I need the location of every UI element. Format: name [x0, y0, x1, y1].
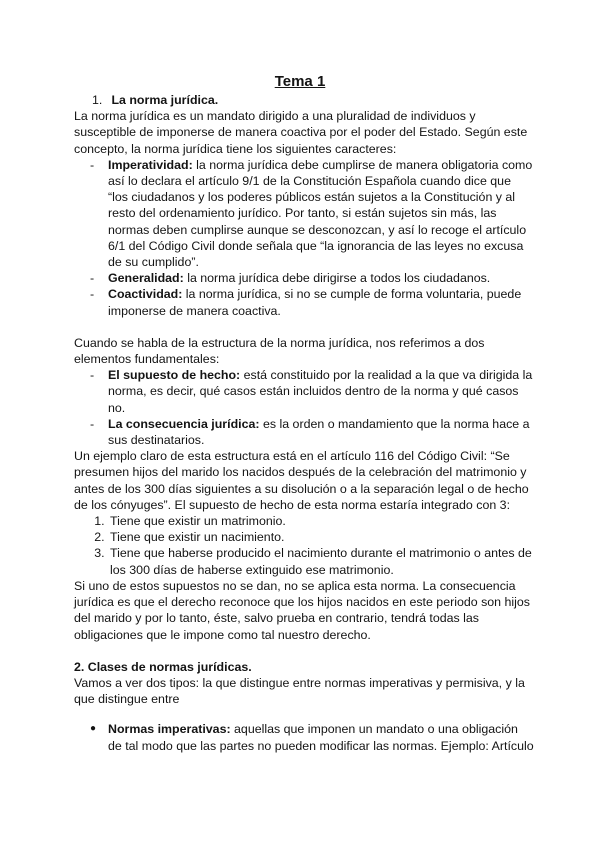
condition-item: 3. Tiene que haberse producido el nacimiento durante el matrimonio o antes de los 300 días de haberse extinguido ese matrimonio. [108, 545, 534, 577]
character-term: Generalidad: [108, 271, 184, 286]
section-1-title: La norma jurídica. [111, 93, 219, 107]
element-term: La consecuencia jurídica: [108, 416, 260, 431]
conclusion-paragraph: Si uno de estos supuestos no se dan, no se aplica esta norma. La consecuencia jurídica es que el derecho reconoce que los hijos nacidos en este periodo son hijos del marido y por lo tanto, éste, salvo prueba en contrario, tendrá todas las obligaciones que le impone como tal nuestro derecho. [74, 578, 530, 642]
conditions-list [74, 513, 534, 578]
section-1-intro: La norma jurídica es un mandato dirigido a una pluralidad de individuos y susceptible de imponerse de manera coactiva por el poder del Estado. Según este concepto, la norma jurídica tiene los siguientes caracteres: [74, 109, 528, 156]
spacer [74, 319, 534, 335]
element-text: está constituido por la realidad a la que va dirigida la norma, es decir, qué casos están incluidos dentro de la norma y qué casos no. [108, 368, 533, 415]
section-1-number: 1. [92, 93, 103, 107]
document-body [74, 92, 534, 754]
element-item [108, 416, 534, 448]
character-item [108, 157, 534, 270]
section-2-intro: Vamos a ver dos tipos: la que distingue entre normas imperativas y permisiva, y la que distingue entre [74, 675, 525, 707]
character-text: la norma jurídica debe cumplirse de manera obligatoria como así lo declara el artículo 9/1 de la Constitución Española cuando dice que “los ciudadanos y los poderes públicos están sujetos a la Constitución y al resto del ordenamiento jurídico. Por tanto, si están sujetos sin más, las normas deben cumplirse aunque se desconozcan, y así lo recoge el artículo 6/1 del Código Civil donde señala que “la ignorancia de las leyes no excusa de su cumplido”. [108, 157, 533, 270]
spacer [74, 643, 534, 659]
character-term: Imperatividad: [108, 157, 193, 172]
norm-type-term: Normas imperativas: [108, 722, 231, 737]
character-item [108, 270, 534, 286]
norm-type-text: aquellas que imponen un mandato o una obligación de tal modo que las partes no pueden modificar las normas. Ejemplo: Artículo [108, 722, 534, 753]
element-text: es la orden o mandamiento que la norma hace a sus destinatarios. [108, 416, 530, 448]
character-text: la norma jurídica, si no se cumple de forma voluntaria, puede imponerse de manera coactiva. [108, 287, 522, 318]
section-2-heading: 2. Clases de normas jurídicas. [74, 659, 252, 674]
spacer [74, 707, 534, 721]
element-item [108, 367, 534, 416]
character-item [108, 286, 534, 318]
section-1-heading [92, 92, 534, 108]
example-paragraph: Un ejemplo claro de esta estructura está en el artículo 116 del Código Civil: “Se presumen hijos del marido los nacidos después de la celebración del matrimonio y antes de los 300 días siguientes a su disolución o a la separación legal o de hecho de los cónyuges”. El supuesto de hecho de esta norma estaría integrado con 3: [74, 449, 529, 512]
character-term: Coactividad: [108, 287, 183, 302]
condition-item: 2. Tiene que existir un nacimiento. [108, 529, 534, 545]
page-title: Tema 1 [274, 73, 326, 90]
elements-list [74, 367, 534, 448]
norm-type-item [108, 721, 534, 753]
condition-item: 1. Tiene que existir un matrimonio. [108, 513, 534, 529]
element-term: El supuesto de hecho: [108, 368, 241, 383]
structure-intro: Cuando se habla de la estructura de la norma jurídica, nos referimos a dos elementos fundamentales: [74, 335, 485, 367]
characters-list [74, 157, 534, 319]
character-text: la norma jurídica debe dirigirse a todos los ciudadanos. [183, 271, 491, 286]
norm-types-list [74, 721, 534, 753]
